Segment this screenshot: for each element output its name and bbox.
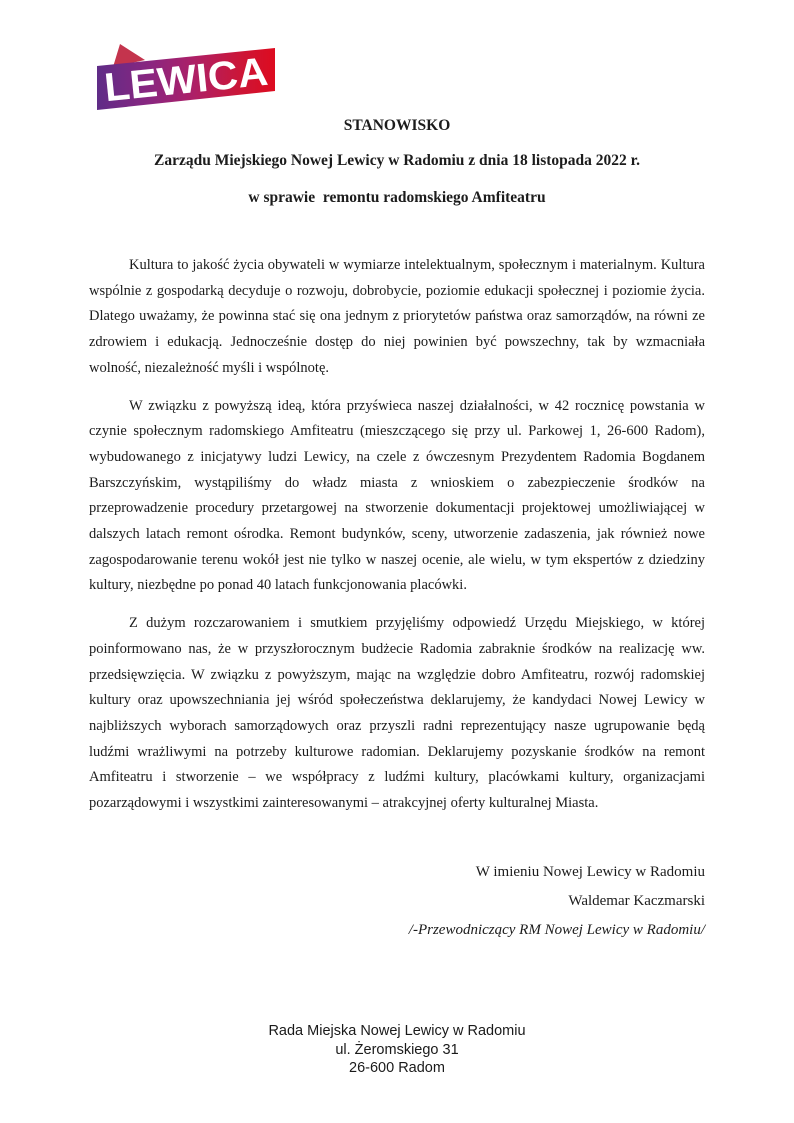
body-paragraph: Z dużym rozczarowaniem i smutkiem przyjęliśmy odpowiedź Urzędu Miejskiego, w której poinformowano nas, że w przyszłorocznym budżecie Radomia zabraknie środków na realizację ww. przedsięwzięcia. W związku z powyższym, mając na względzie dobro Amfiteatru, rozwój radomskiej kultury oraz upowszechniania jej wśród społeczeństwa deklarujemy, że kandydaci Nowej Lewicy w najbliższych wyborach samorządowych oraz przyszli radni reprezentujący nasze ugrupowanie będą ludźmi wrażliwymi na potrzeby kulturowe radomian. Deklarujemy pozyskanie środków na remont Amfiteatru i stworzenie – we współpracy z ludźmi kultury, placówkami kultury, organizacjami pozarządowymi i wszystkimi zainteresowanymi – atrakcyjnej oferty kulturalnej Miasta. (89, 615, 705, 812)
logo-text: LEWICA (102, 50, 264, 111)
document-title: STANOWISKO (343, 117, 451, 134)
footer-city: 26-600 Radom (349, 1060, 445, 1077)
document-body (89, 253, 705, 829)
footer-street: ul. Żeromskiego 31 (335, 1041, 459, 1058)
body-paragraph: W związku z powyższą ideą, która przyświeca naszej działalności, w 42 rocznicę powstania w czynie społecznym radomskiego Amfiteatru (mieszczącego się przy ul. Parkowej 1, 26-600 Radom), wybudowanego z inicjatywy ludzi Lewicy, na czele z ówczesnym Prezydentem Radomia Bogdanem Barszczyńskim, wystąpiliśmy do władz miasta z wnioskiem o zabezpieczenie środków na przeprowadzenie procedury przetargowej na stworzenie dokumentacji projektowej umożliwiającej w dalszych latach remont ośrodka. Remont budynków, sceny, utworzenie zadaszenia, jak również nowe zagospodarowanie terenu wokół jest nie tylko w naszej ocenie, ale wielu, w tym ekspertów z dziedziny kultury, niezbędne po ponad 40 latach funkcjonowania placówki. (89, 397, 705, 594)
lewica-logo (85, 38, 285, 113)
signature-name: Waldemar Kaczmarski (568, 893, 705, 910)
lewica-logo-graphic (85, 38, 285, 113)
body-paragraph: Kultura to jakość życia obywateli w wymiarze intelektualnym, społecznym i materialnym. Kultura wspólnie z gospodarką decyduje o rozwoju, dobrobycie, poziomie edukacji społecznej i poziomie życia. Dlatego uważamy, że powinna stać się ona jednym z priorytetów państwa oraz samorządów, na równi ze zdrowiem i edukacją. Jednocześnie dostęp do niej powinien być powszechny, tak by wzmacniała wolność, niezależność myśli i wspólnotę. (89, 257, 705, 376)
signature-org-line: W imieniu Nowej Lewicy w Radomiu (475, 864, 705, 880)
document-subtitle: Zarządu Miejskiego Nowej Lewicy w Radomiu z dnia 18 listopada 2022 r. (154, 152, 640, 169)
signature-block (89, 858, 705, 946)
footer-address (0, 1022, 794, 1078)
document-subject: w sprawie remontu radomskiego Amfiteatru (248, 189, 546, 206)
signature-role: /-Przewodniczący RM Nowej Lewicy w Radomiu/ (408, 922, 705, 939)
document-header (89, 115, 705, 208)
footer-org: Rada Miejska Nowej Lewicy w Radomiu (268, 1023, 526, 1039)
